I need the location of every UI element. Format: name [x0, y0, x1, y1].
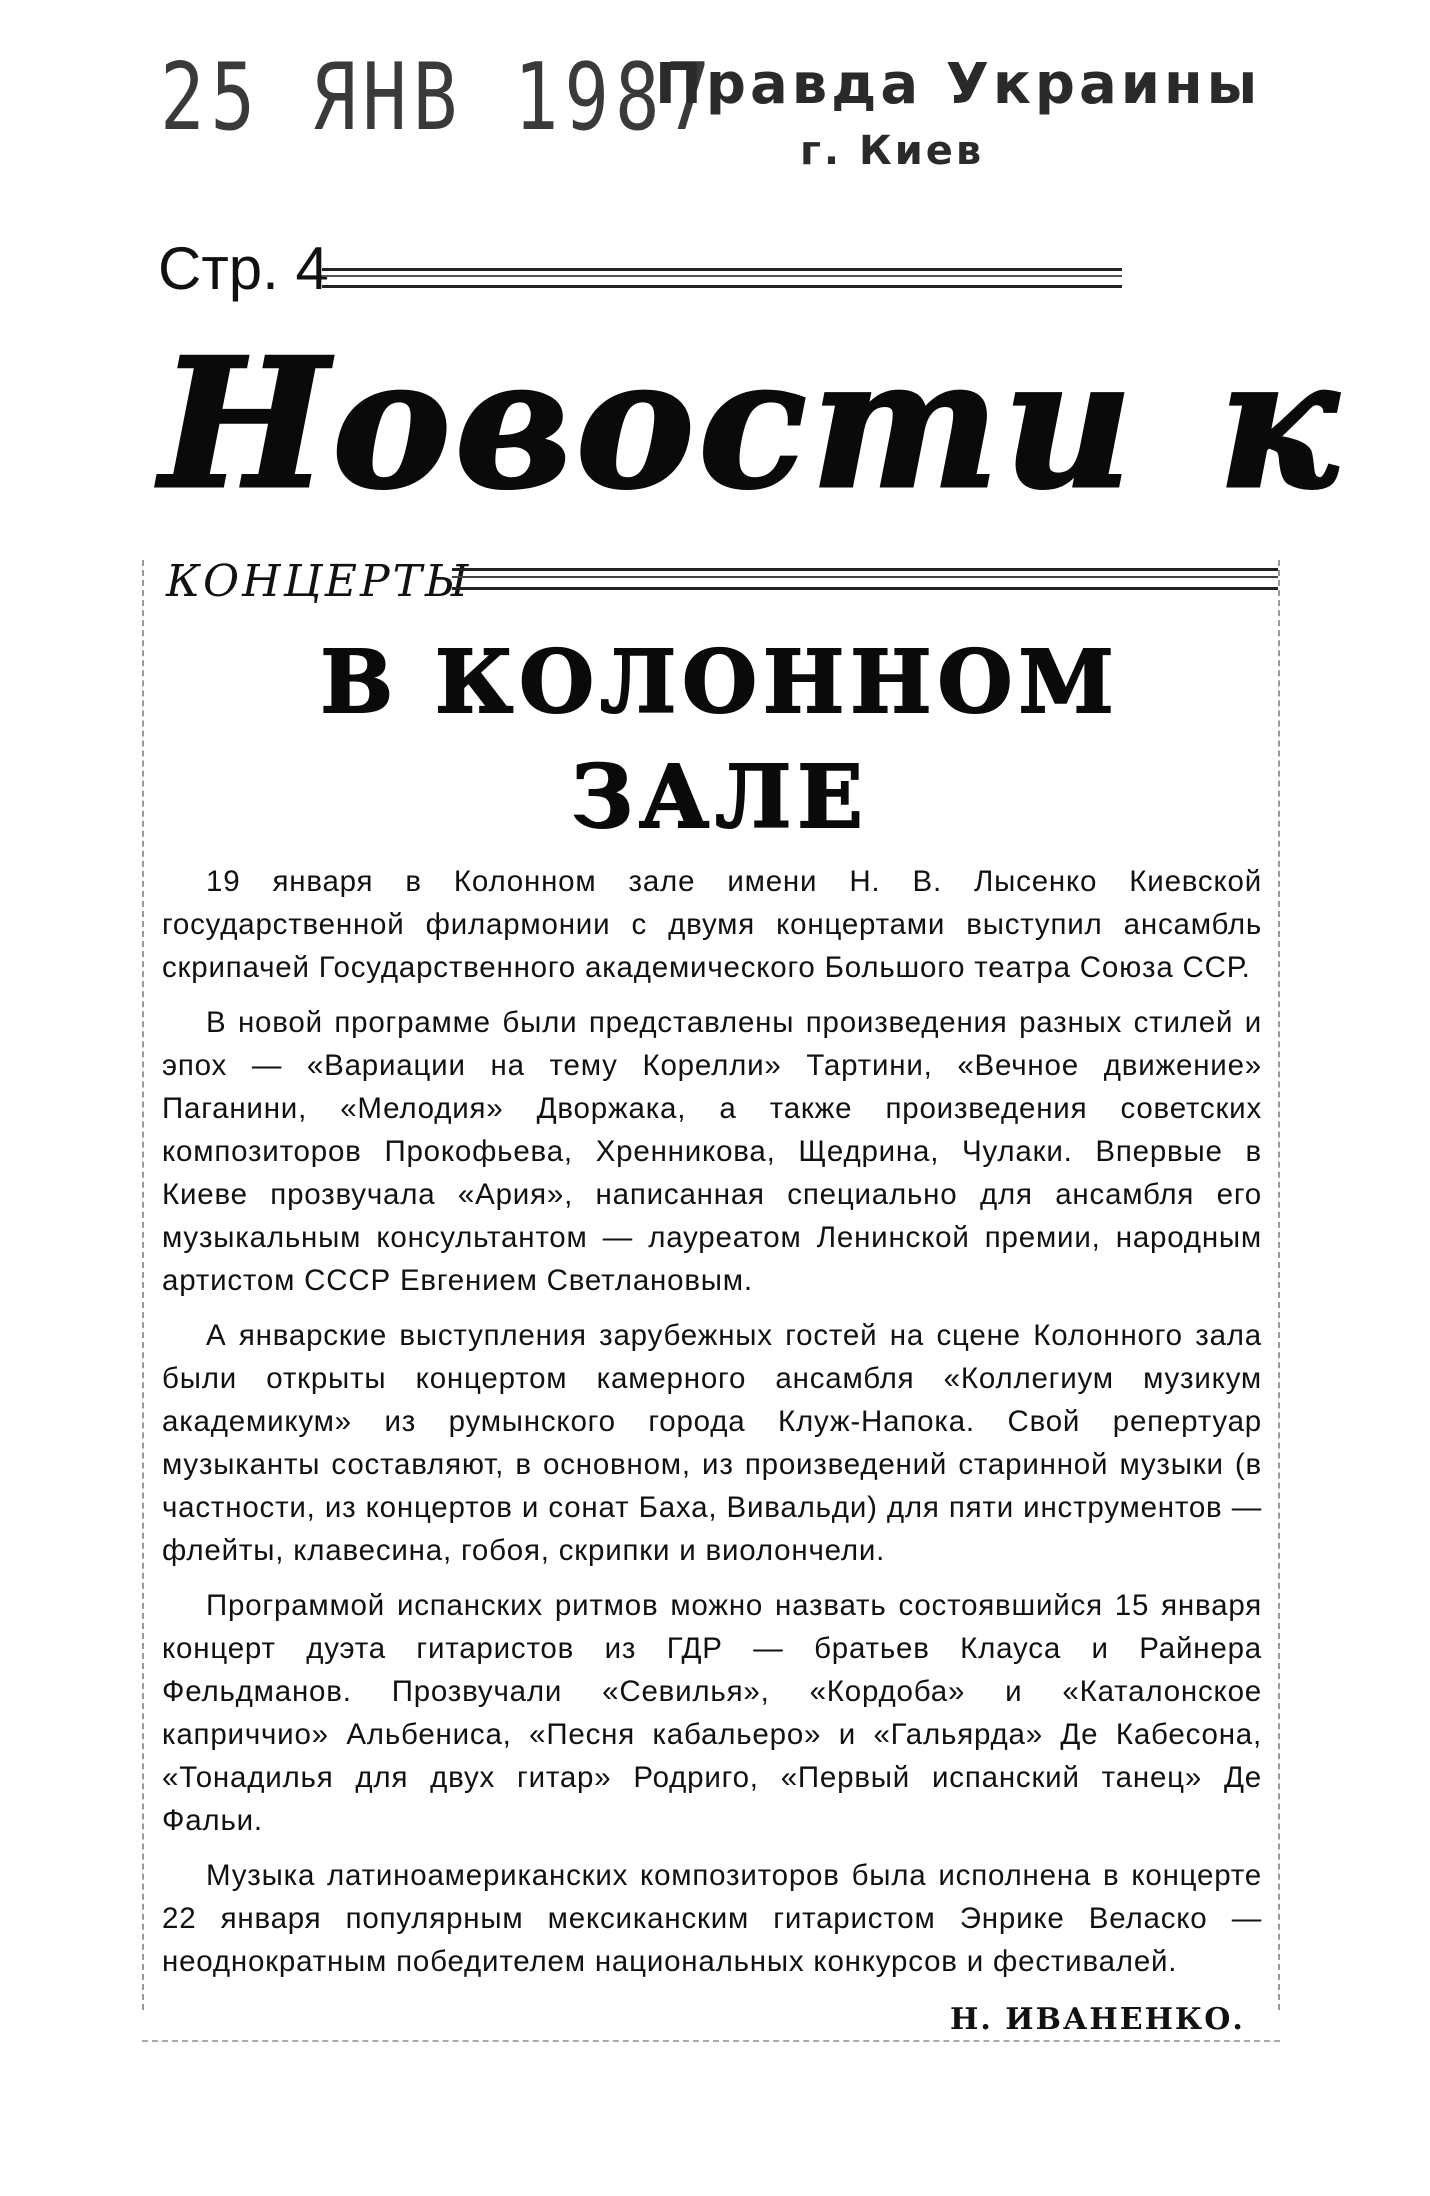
- section-heading: Новости: [160, 319, 1137, 528]
- newspaper-stamp: Правда Украины: [655, 52, 1262, 117]
- article-paragraph: А январские выступления зарубежных гостей на сцене Колонного зала были открыты концертом камерного ансамбля «Коллегиум музикум академикум» из румынского города Клуж-Напока. Свой репертуар музыканты составляют, в основном, из произведений старинной музыки (в частности, из концертов и сонат Баха, Вивальди) для пяти инструментов — флейты, клавесина, гобоя, скрипки и виолончели.: [162, 1319, 1262, 1567]
- clipping-left-edge: [142, 560, 146, 2010]
- section-heading-cut-off: к: [1218, 319, 1339, 528]
- rubric-rule-divider: [452, 568, 1278, 590]
- article-paragraph: Программой испанских ритмов можно назвать состоявшийся 15 января концерт дуэта гитаристов из ГДР — братьев Клауса и Райнера Фельдманов. Прозвучали «Севилья», «Кордоба» и «Каталонское каприччио» Альбениса, «Песня кабальеро» и «Гальярда» Де Кабесона, «Тонадилья для двух гитар» Родриго, «Первый испанский танец» Де Фальи.: [162, 1589, 1262, 1837]
- article-paragraph: В новой программе были представлены произведения разных стилей и эпох — «Вариации на тему Корелли» Тартини, «Вечное движение» Паганини, «Мелодия» Дворжака, а также произведения советских композиторов Прокофьева, Хренникова, Щедрина, Чулаки. Впервые в Киеве прозвучала «Ария», написанная специально для ансамбля его музыкальным консультантом — лауреатом Ленинской премии, народным артистом СССР Евгением Светлановым.: [162, 1006, 1262, 1297]
- clipping-bottom-edge: [142, 2040, 1280, 2042]
- page-rule-divider: [322, 268, 1122, 288]
- article-title-line-2: ЗАЛЕ: [571, 747, 869, 848]
- article-paragraph: Музыка латиноамериканских композиторов была исполнена в концерте 22 января популярным мексиканским гитаристом Энрике Веласко — неоднократным победителем национальных конкурсов и фестивалей.: [162, 1859, 1262, 1978]
- article-rubric: КОНЦЕРТЫ: [166, 556, 472, 607]
- date-stamp: 25 ЯНВ 1987: [160, 44, 717, 152]
- article-paragraph: 19 января в Колонном зале имени Н. В. Лысенко Киевской государственной филармонии с двумя концертами выступил ансамбль скрипачей Государственного академического Большого театра Союза ССР.: [162, 865, 1262, 984]
- article-author: Н. ИВАНЕНКО.: [950, 2002, 1245, 2037]
- article-body: [162, 860, 1262, 1995]
- city-stamp: г. Киев: [800, 128, 985, 174]
- page-number: Стр. 4: [158, 235, 329, 302]
- article-title-line-1: В КОЛОННОМ: [320, 632, 1120, 733]
